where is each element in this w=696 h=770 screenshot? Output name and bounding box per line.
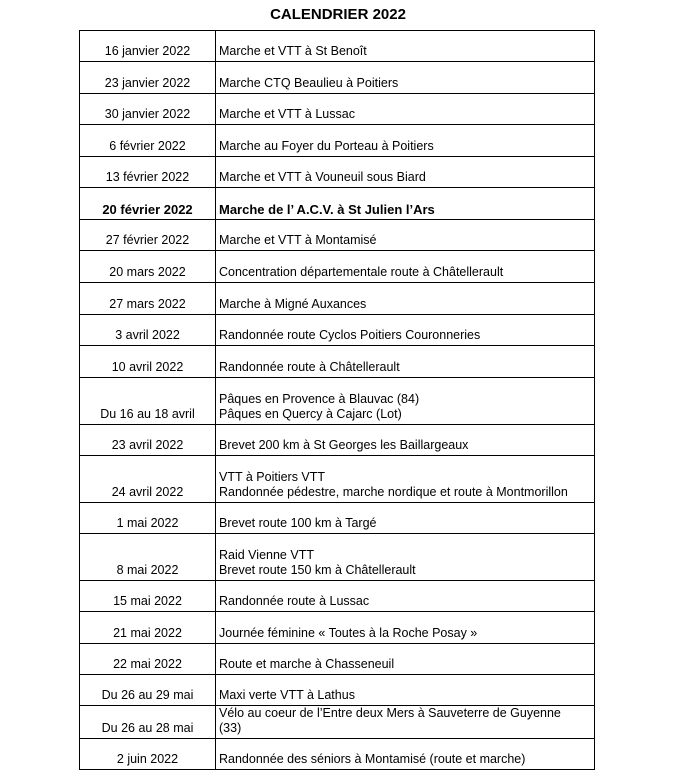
event-date: 30 janvier 2022 bbox=[80, 94, 216, 125]
event-description bbox=[216, 739, 595, 770]
calendar-row bbox=[80, 283, 595, 315]
event-date: 27 mars 2022 bbox=[80, 283, 216, 315]
event-line: Brevet 200 km à St Georges les Baillargeaux bbox=[219, 438, 469, 452]
event-date: 16 janvier 2022 bbox=[80, 31, 216, 62]
event-date: 6 février 2022 bbox=[80, 125, 216, 157]
calendar-row bbox=[80, 315, 595, 346]
calendar-row bbox=[80, 220, 595, 251]
event-line: Randonnée des séniors à Montamisé (route et marche) bbox=[219, 752, 526, 766]
calendar-row bbox=[80, 503, 595, 534]
calendar-body bbox=[80, 31, 595, 770]
event-date: 23 janvier 2022 bbox=[80, 62, 216, 94]
event-date: 10 avril 2022 bbox=[80, 346, 216, 378]
calendar-row bbox=[80, 644, 595, 675]
event-date: 21 mai 2022 bbox=[80, 612, 216, 644]
event-description bbox=[216, 503, 595, 534]
event-line: Vélo au coeur de l’Entre deux Mers à Sauveterre de Guyenne bbox=[219, 706, 561, 720]
event-date: 27 février 2022 bbox=[80, 220, 216, 251]
event-date: 3 avril 2022 bbox=[80, 315, 216, 346]
event-line: Marche CTQ Beaulieu à Poitiers bbox=[219, 76, 399, 90]
event-description bbox=[216, 31, 595, 62]
event-line: Marche et VTT à St Benoît bbox=[219, 44, 367, 58]
event-line: Route et marche à Chasseneuil bbox=[219, 657, 395, 671]
event-date: Du 26 au 28 mai bbox=[80, 706, 216, 739]
calendar-row bbox=[80, 378, 595, 425]
calendar-row bbox=[80, 62, 595, 94]
calendar-row bbox=[80, 346, 595, 378]
calendar-row bbox=[80, 157, 595, 188]
event-date: 13 février 2022 bbox=[80, 157, 216, 188]
event-description bbox=[216, 346, 595, 378]
event-description bbox=[216, 675, 595, 706]
calendar-row bbox=[80, 125, 595, 157]
event-line: Randonnée pédestre, marche nordique et route à Montmorillon bbox=[219, 485, 568, 499]
calendar-row bbox=[80, 675, 595, 706]
calendar-row bbox=[80, 456, 595, 503]
event-date: 20 février 2022 bbox=[80, 188, 216, 220]
event-line: Journée féminine « Toutes à la Roche Posay » bbox=[219, 626, 478, 640]
calendar-row bbox=[80, 251, 595, 283]
event-line: Marche à Migné Auxances bbox=[219, 297, 367, 311]
event-description bbox=[216, 315, 595, 346]
event-description bbox=[216, 188, 595, 220]
event-description bbox=[216, 644, 595, 675]
event-description bbox=[216, 251, 595, 283]
event-date: 24 avril 2022 bbox=[80, 456, 216, 503]
calendar-row bbox=[80, 706, 595, 739]
event-line: Marche et VTT à Vouneuil sous Biard bbox=[219, 170, 426, 184]
calendar-row bbox=[80, 188, 595, 220]
calendar-row bbox=[80, 612, 595, 644]
event-description bbox=[216, 706, 595, 739]
event-line: Randonnée route à Lussac bbox=[219, 594, 370, 608]
calendar-row bbox=[80, 534, 595, 581]
event-line: Brevet route 100 km à Targé bbox=[219, 516, 377, 530]
event-date: Du 26 au 29 mai bbox=[80, 675, 216, 706]
event-description bbox=[216, 581, 595, 612]
event-description bbox=[216, 125, 595, 157]
event-line: VTT à Poitiers VTT bbox=[219, 470, 326, 484]
event-date: 20 mars 2022 bbox=[80, 251, 216, 283]
event-line: Marche et VTT à Lussac bbox=[219, 107, 355, 121]
event-description bbox=[216, 456, 595, 503]
event-description bbox=[216, 62, 595, 94]
event-date: 1 mai 2022 bbox=[80, 503, 216, 534]
event-date: Du 16 au 18 avril bbox=[80, 378, 216, 425]
event-description bbox=[216, 220, 595, 251]
event-line: (33) bbox=[219, 721, 242, 735]
event-date: 2 juin 2022 bbox=[80, 739, 216, 770]
event-line: Marche au Foyer du Porteau à Poitiers bbox=[219, 139, 434, 153]
event-line: Brevet route 150 km à Châtellerault bbox=[219, 563, 416, 577]
event-line: Raid Vienne VTT bbox=[219, 548, 314, 562]
event-date: 8 mai 2022 bbox=[80, 534, 216, 581]
event-line: Pâques en Provence à Blauvac (84) bbox=[219, 392, 420, 406]
calendar-row bbox=[80, 31, 595, 62]
calendar-row bbox=[80, 581, 595, 612]
calendar-table bbox=[79, 30, 595, 770]
calendar-row bbox=[80, 425, 595, 456]
event-description bbox=[216, 612, 595, 644]
event-line: Pâques en Quercy à Cajarc (Lot) bbox=[219, 407, 402, 421]
event-line: Maxi verte VTT à Lathus bbox=[219, 688, 355, 702]
event-description bbox=[216, 378, 595, 425]
event-description bbox=[216, 94, 595, 125]
event-date: 23 avril 2022 bbox=[80, 425, 216, 456]
event-date: 15 mai 2022 bbox=[80, 581, 216, 612]
event-description bbox=[216, 425, 595, 456]
event-line: Marche de l’ A.C.V. à St Julien l’Ars bbox=[219, 202, 435, 217]
calendar-row bbox=[80, 739, 595, 770]
calendar-row bbox=[80, 94, 595, 125]
event-line: Randonnée route à Châtellerault bbox=[219, 360, 400, 374]
event-line: Marche et VTT à Montamisé bbox=[219, 233, 377, 247]
event-line: Concentration départementale route à Châtellerault bbox=[219, 265, 504, 279]
event-description bbox=[216, 534, 595, 581]
event-description bbox=[216, 283, 595, 315]
event-line: Randonnée route Cyclos Poitiers Couronneries bbox=[219, 328, 481, 342]
event-date: 22 mai 2022 bbox=[80, 644, 216, 675]
page-title: CALENDRIER 2022 bbox=[270, 6, 406, 23]
event-description bbox=[216, 157, 595, 188]
